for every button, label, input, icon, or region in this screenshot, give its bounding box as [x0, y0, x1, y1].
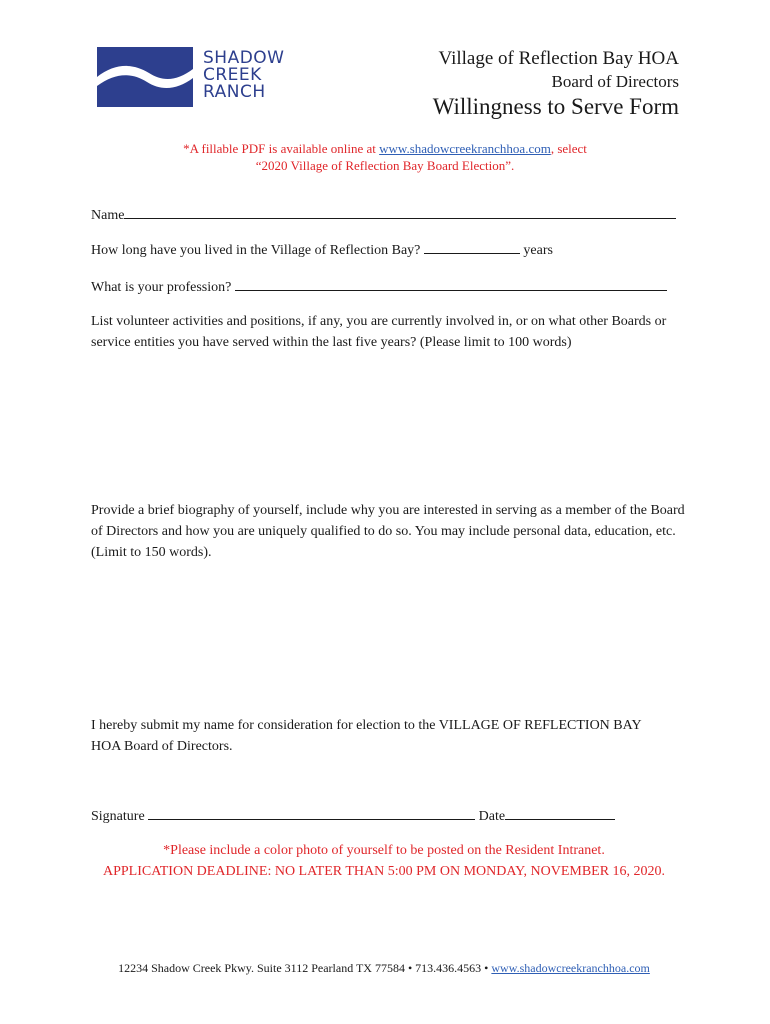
lived-label: How long have you lived in the Village of Reflection Bay? [91, 243, 421, 258]
signature-label: Signature [91, 809, 145, 824]
logo-line-1: SHADOW [203, 48, 285, 68]
lived-years-label: years [523, 243, 553, 258]
application-deadline: APPLICATION DEADLINE: NO LATER THAN 5:00 PM ON MONDAY, NOVEMBER 16, 2020. [102, 864, 666, 879]
volunteer-question: List volunteer activities and positions, if any, you are currently involved in, or on what other Boards or service entities you have served within the last five years? (Please limit to 100 words) [91, 314, 667, 350]
signature-input-line[interactable] [148, 807, 475, 820]
shadow-creek-ranch-logo [97, 47, 302, 107]
photo-deadline-note [91, 840, 677, 882]
date-label: Date [478, 809, 506, 824]
hoa-name: Village of Reflection Bay HOA [438, 48, 679, 69]
photo-request: *Please include a color photo of yourself to be posted on the Resident Intranet. [163, 843, 605, 858]
name-field-row [91, 206, 676, 224]
hoa-website-link[interactable]: www.shadowcreekranchhoa.com [379, 141, 551, 156]
name-label: Name [91, 208, 125, 223]
notice-prefix: *A fillable PDF is available online at [183, 141, 380, 156]
board-name: Board of Directors [551, 72, 679, 91]
profession-field-row [91, 278, 667, 296]
profession-label: What is your profession? [91, 280, 232, 295]
logo-line-2: CREEK [203, 65, 262, 85]
logo-line-3: RANCH [203, 82, 266, 102]
footer-contact [91, 961, 677, 976]
logo-wordmark [203, 50, 284, 101]
footer-website-link[interactable]: www.shadowcreekranchhoa.com [491, 961, 650, 975]
profession-input-line[interactable] [235, 278, 667, 291]
footer-address: 12234 Shadow Creek Pkwy. Suite 3112 Pearland TX 77584 • 713.436.4563 • [118, 961, 492, 975]
lived-input-line[interactable] [424, 241, 520, 254]
notice-suffix: , select [550, 141, 587, 156]
signature-row [91, 807, 615, 825]
notice-election-name: “2020 Village of Reflection Bay Board Election”. [255, 158, 515, 173]
fillable-pdf-notice [92, 140, 678, 174]
name-input-line[interactable] [124, 206, 676, 219]
lived-field-row [91, 241, 553, 259]
form-title: Willingness to Serve Form [432, 94, 679, 119]
biography-question: Provide a brief biography of yourself, include why you are interested in serving as a member of the Board of Directors and how you are uniquely qualified to do so. You may include personal data, education, etc. (Limit to 150 words). [91, 503, 685, 560]
submission-statement: I hereby submit my name for consideration for election to the VILLAGE OF REFLECTION BAY HOA Board of Directors. [91, 718, 642, 754]
date-input-line[interactable] [505, 807, 615, 820]
wave-logo-icon [97, 47, 193, 107]
